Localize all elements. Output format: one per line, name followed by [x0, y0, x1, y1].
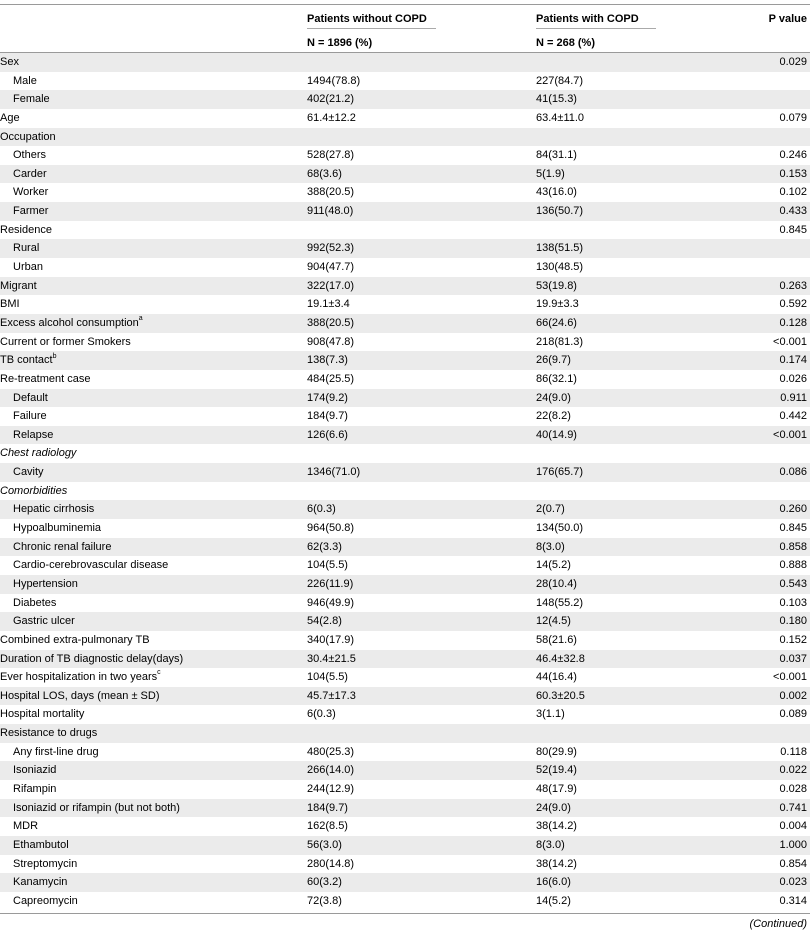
row-label-text: Streptomycin	[13, 857, 78, 870]
row-label-text: Capreomycin	[13, 894, 78, 907]
value-without-copd: 964(50.8)	[307, 522, 355, 535]
value-with-copd: 16(6.0)	[536, 876, 571, 889]
value-without-copd: 908(47.8)	[307, 335, 355, 348]
row-label	[13, 463, 44, 482]
value-with-copd: 53(19.8)	[536, 279, 577, 292]
table-row	[0, 612, 810, 631]
value-without-copd: 68(3.6)	[307, 167, 342, 180]
p-value: 0.102	[779, 186, 807, 199]
row-label-text: Kanamycin	[13, 876, 68, 889]
p-value: 0.152	[779, 633, 807, 646]
value-without-copd: 6(0.3)	[307, 503, 336, 516]
table-row	[0, 575, 810, 594]
p-value: 0.023	[779, 876, 807, 889]
value-without-copd: 946(49.9)	[307, 596, 355, 609]
header-without-copd: Patients without COPD	[307, 13, 427, 25]
value-with-copd: 58(21.6)	[536, 633, 577, 646]
table-row	[0, 687, 810, 706]
table-row	[0, 668, 810, 687]
row-label	[0, 351, 56, 370]
value-with-copd: 38(14.2)	[536, 820, 577, 833]
value-with-copd: 14(5.2)	[536, 894, 571, 907]
p-value: 0.888	[779, 559, 807, 572]
table-row	[0, 519, 810, 538]
table-row	[0, 295, 810, 314]
value-with-copd: 80(29.9)	[536, 745, 577, 758]
row-label	[13, 575, 78, 594]
value-without-copd: 226(11.9)	[307, 577, 354, 590]
table-row	[0, 221, 810, 240]
row-label-text: Male	[13, 74, 37, 87]
value-with-copd: 38(14.2)	[536, 857, 577, 870]
value-without-copd: 1346(71.0)	[307, 466, 361, 479]
row-label	[13, 538, 111, 557]
row-label-text: Hepatic cirrhosis	[13, 503, 95, 516]
table-row	[0, 370, 810, 389]
row-label-text: Carder	[13, 167, 47, 180]
p-value: 0.103	[779, 596, 807, 609]
p-value: 0.845	[779, 223, 807, 236]
header-n-without: N = 1896 (%)	[307, 37, 373, 49]
table-row	[0, 556, 810, 575]
value-without-copd: 54(2.8)	[307, 615, 342, 628]
value-without-copd: 484(25.5)	[307, 372, 355, 385]
row-label-text: Excess alcohol consumption	[0, 316, 139, 329]
value-with-copd: 41(15.3)	[536, 93, 577, 106]
table-row	[0, 202, 810, 221]
row-label-text: Ever hospitalization in two years	[0, 671, 158, 684]
row-label-text: Isoniazid or rifampin (but not both)	[13, 801, 180, 814]
table-row	[0, 53, 810, 72]
row-label	[0, 277, 37, 296]
p-value: 0.260	[779, 503, 807, 516]
value-without-copd: 174(9.2)	[307, 391, 348, 404]
value-with-copd: 44(16.4)	[536, 671, 577, 684]
row-label-text: Hospital LOS, days (mean ± SD)	[0, 689, 160, 702]
row-label	[0, 295, 20, 314]
row-label	[13, 407, 47, 426]
row-label	[13, 817, 38, 836]
row-label-text: Migrant	[0, 279, 37, 292]
value-with-copd: 26(9.7)	[536, 354, 571, 367]
row-label-text: Rural	[13, 242, 40, 255]
row-label-text: Ethambutol	[13, 838, 69, 851]
p-value: <0.001	[773, 335, 807, 348]
row-label	[13, 389, 48, 408]
row-label	[13, 556, 168, 575]
footnote-marker: a	[138, 315, 143, 323]
p-value: 0.028	[779, 782, 807, 795]
p-value: 0.079	[779, 111, 807, 124]
value-with-copd: 28(10.4)	[536, 577, 577, 590]
value-with-copd: 63.4±11.0	[536, 111, 585, 124]
value-without-copd: 126(6.6)	[307, 428, 348, 441]
value-with-copd: 3(1.1)	[536, 708, 565, 721]
value-without-copd: 162(8.5)	[307, 820, 348, 833]
value-without-copd: 104(5.5)	[307, 559, 348, 572]
row-label	[13, 258, 43, 277]
value-without-copd: 388(20.5)	[307, 316, 355, 329]
row-label-text: Cardio-cerebrovascular disease	[13, 559, 169, 572]
p-value: <0.001	[773, 428, 807, 441]
value-without-copd: 6(0.3)	[307, 708, 336, 721]
header-p-value: P value	[768, 13, 807, 25]
row-label	[0, 53, 19, 72]
value-without-copd: 104(5.5)	[307, 671, 348, 684]
table-header	[0, 5, 810, 52]
table-row	[0, 333, 810, 352]
table-row	[0, 463, 810, 482]
value-with-copd: 12(4.5)	[536, 615, 571, 628]
p-value: 0.845	[779, 522, 807, 535]
row-label	[0, 631, 150, 650]
row-label-text: Re-treatment case	[0, 372, 91, 385]
value-with-copd: 43(16.0)	[536, 186, 577, 199]
value-with-copd: 60.3±20.5	[536, 689, 585, 702]
row-label	[13, 612, 75, 631]
row-label	[13, 165, 47, 184]
table-row	[0, 836, 810, 855]
p-value: 0.592	[779, 298, 807, 311]
row-label-text: BMI	[0, 298, 20, 311]
value-without-copd: 1494(78.8)	[307, 74, 361, 87]
table-row	[0, 817, 810, 836]
table-row	[0, 314, 810, 333]
row-label	[13, 426, 53, 445]
table-bottom-rule	[0, 913, 810, 914]
row-label	[13, 799, 180, 818]
p-value: <0.001	[773, 671, 807, 684]
row-label-text: Others	[13, 149, 47, 162]
value-with-copd: 40(14.9)	[536, 428, 577, 441]
value-with-copd: 66(24.6)	[536, 316, 577, 329]
row-label	[0, 221, 52, 240]
row-label-text: Sex	[0, 56, 19, 68]
row-label-text: Comorbidities	[0, 484, 68, 497]
row-label-text: Chest radiology	[0, 447, 77, 460]
row-label-text: Default	[13, 391, 48, 404]
row-label	[13, 873, 67, 892]
continued-note: (Continued)	[749, 918, 807, 930]
table-row	[0, 351, 810, 370]
row-label	[13, 836, 69, 855]
footnote-marker: b	[52, 352, 57, 360]
row-label-text: Cavity	[13, 466, 44, 479]
row-label-text: MDR	[13, 820, 39, 833]
value-without-copd: 266(14.0)	[307, 764, 355, 777]
row-label-text: Diabetes	[13, 596, 57, 609]
table-row	[0, 183, 810, 202]
value-with-copd: 148(55.2)	[536, 596, 584, 609]
row-label-text: Age	[0, 111, 20, 124]
row-label-text: Any first-line drug	[13, 745, 99, 758]
row-label	[13, 519, 101, 538]
table-row	[0, 761, 810, 780]
p-value: 0.858	[779, 540, 807, 553]
value-with-copd: 2(0.7)	[536, 503, 565, 516]
value-without-copd: 184(9.7)	[307, 410, 348, 423]
value-with-copd: 84(31.1)	[536, 149, 577, 162]
table-row	[0, 855, 810, 874]
row-label	[13, 855, 77, 874]
row-label-text: Gastric ulcer	[13, 615, 75, 628]
p-value: 0.854	[779, 857, 807, 870]
value-without-copd: 19.1±3.4	[307, 298, 350, 311]
row-label	[13, 202, 48, 221]
p-value: 0.029	[779, 56, 807, 68]
table-row	[0, 650, 810, 669]
table-row	[0, 239, 810, 258]
row-label-text: Farmer	[13, 205, 49, 218]
p-value: 0.022	[779, 764, 807, 777]
value-without-copd: 30.4±21.5	[307, 652, 356, 665]
row-label	[13, 500, 94, 519]
row-label-text: Occupation	[0, 130, 56, 143]
row-label	[0, 705, 84, 724]
p-value: 0.086	[779, 466, 807, 479]
value-with-copd: 134(50.0)	[536, 522, 584, 535]
row-label	[0, 668, 161, 687]
p-value: 0.442	[779, 410, 807, 423]
row-label-text: Failure	[13, 410, 47, 423]
p-value: 0.128	[779, 316, 807, 329]
row-label	[13, 892, 78, 911]
value-without-copd: 184(9.7)	[307, 801, 348, 814]
value-without-copd: 528(27.8)	[307, 149, 355, 162]
value-with-copd: 138(51.5)	[536, 242, 584, 255]
table-row	[0, 873, 810, 892]
row-label	[0, 650, 183, 669]
table-row	[0, 724, 810, 743]
value-without-copd: 992(52.3)	[307, 242, 355, 255]
row-label	[13, 90, 50, 109]
p-value: 0.543	[779, 577, 807, 590]
p-value: 0.180	[779, 615, 807, 628]
value-with-copd: 19.9±3.3	[536, 298, 579, 311]
value-with-copd: 24(9.0)	[536, 801, 571, 814]
table-row	[0, 109, 810, 128]
value-with-copd: 24(9.0)	[536, 391, 571, 404]
value-with-copd: 86(32.1)	[536, 372, 577, 385]
value-with-copd: 227(84.7)	[536, 74, 584, 87]
row-label	[0, 687, 159, 706]
p-value: 0.174	[779, 354, 807, 367]
row-label-text: Hypertension	[13, 577, 78, 590]
value-without-copd: 388(20.5)	[307, 186, 355, 199]
p-value: 0.004	[779, 820, 807, 833]
value-with-copd: 46.4±32.8	[536, 652, 585, 665]
p-value: 0.089	[779, 708, 807, 721]
value-without-copd: 72(3.8)	[307, 894, 342, 907]
row-label-text: Isoniazid	[13, 764, 57, 777]
p-value: 0.314	[779, 894, 807, 907]
value-without-copd: 911(48.0)	[307, 205, 354, 218]
value-without-copd: 244(12.9)	[307, 782, 355, 795]
row-label	[0, 482, 67, 501]
row-label	[13, 761, 56, 780]
p-value: 0.026	[779, 372, 807, 385]
value-with-copd: 22(8.2)	[536, 410, 571, 423]
value-with-copd: 8(3.0)	[536, 838, 565, 851]
row-label-text: Rifampin	[13, 782, 57, 795]
row-label	[0, 109, 20, 128]
table-row	[0, 90, 810, 109]
value-with-copd: 48(17.9)	[536, 782, 577, 795]
value-without-copd: 56(3.0)	[307, 838, 342, 851]
row-label	[13, 239, 39, 258]
table-row	[0, 407, 810, 426]
value-without-copd: 904(47.7)	[307, 261, 355, 274]
row-label-text: Residence	[0, 223, 52, 236]
row-label-text: Relapse	[13, 428, 54, 441]
value-without-copd: 60(3.2)	[307, 876, 342, 889]
table-row	[0, 780, 810, 799]
value-without-copd: 340(17.9)	[307, 633, 355, 646]
row-label	[13, 743, 99, 762]
row-label	[0, 333, 131, 352]
table-row	[0, 426, 810, 445]
value-with-copd: 130(48.5)	[536, 261, 584, 274]
value-with-copd: 218(81.3)	[536, 335, 584, 348]
row-label-text: Hypoalbuminemia	[13, 522, 102, 535]
row-label-text: Female	[13, 93, 50, 106]
p-value: 0.153	[779, 167, 807, 180]
p-value: 0.263	[779, 279, 807, 292]
table-row	[0, 482, 810, 501]
p-value: 0.433	[779, 205, 807, 218]
row-label	[13, 146, 46, 165]
p-value: 1.000	[779, 838, 807, 851]
row-label-text: Resistance to drugs	[0, 727, 98, 740]
value-without-copd: 402(21.2)	[307, 93, 355, 106]
value-with-copd: 14(5.2)	[536, 559, 571, 572]
value-with-copd: 176(65.7)	[536, 466, 584, 479]
table-row	[0, 146, 810, 165]
table-row	[0, 892, 810, 911]
table-row	[0, 72, 810, 91]
row-label-text: Worker	[13, 186, 49, 199]
value-without-copd: 138(7.3)	[307, 354, 348, 367]
table-row	[0, 705, 810, 724]
table-row	[0, 165, 810, 184]
row-label	[13, 183, 48, 202]
row-label-text: Current or former Smokers	[0, 335, 131, 348]
row-label-text: Combined extra-pulmonary TB	[0, 633, 150, 646]
table-row	[0, 444, 810, 463]
row-label-text: Chronic renal failure	[13, 540, 112, 553]
table-row	[0, 258, 810, 277]
row-label	[0, 724, 97, 743]
table-row	[0, 631, 810, 650]
row-label	[0, 314, 143, 333]
table-row	[0, 389, 810, 408]
table-row	[0, 594, 810, 613]
value-without-copd: 45.7±17.3	[307, 689, 356, 702]
value-without-copd: 62(3.3)	[307, 540, 342, 553]
row-label	[13, 780, 56, 799]
row-label	[13, 72, 37, 91]
row-label	[13, 594, 56, 613]
table-row	[0, 128, 810, 147]
value-with-copd: 8(3.0)	[536, 540, 565, 553]
row-label	[0, 370, 90, 389]
table-row	[0, 277, 810, 296]
p-value: 0.037	[779, 652, 807, 665]
value-without-copd: 322(17.0)	[307, 279, 355, 292]
row-label-text: TB contact	[0, 354, 53, 367]
header-with-copd: Patients with COPD	[536, 13, 639, 25]
row-label-text: Urban	[13, 261, 43, 274]
value-with-copd: 5(1.9)	[536, 167, 565, 180]
p-value: 0.002	[779, 689, 807, 702]
p-value: 0.911	[780, 391, 807, 404]
row-label	[0, 128, 56, 147]
header-divider-without	[307, 28, 436, 29]
row-label-text: Duration of TB diagnostic delay(days)	[0, 652, 184, 665]
header-n-with: N = 268 (%)	[536, 37, 595, 49]
table-row	[0, 799, 810, 818]
table-body	[0, 53, 810, 910]
row-label	[0, 444, 76, 463]
p-value: 0.118	[780, 745, 807, 758]
value-without-copd: 280(14.8)	[307, 857, 355, 870]
value-without-copd: 61.4±12.2	[307, 111, 356, 124]
row-label-text: Hospital mortality	[0, 708, 85, 721]
value-with-copd: 136(50.7)	[536, 205, 584, 218]
value-with-copd: 52(19.4)	[536, 764, 577, 777]
table-row	[0, 743, 810, 762]
header-divider-with	[536, 28, 656, 29]
footnote-marker: c	[157, 669, 161, 677]
value-without-copd: 480(25.3)	[307, 745, 355, 758]
table-row	[0, 538, 810, 557]
table-row	[0, 500, 810, 519]
p-value: 0.246	[779, 149, 807, 162]
p-value: 0.741	[779, 801, 807, 814]
